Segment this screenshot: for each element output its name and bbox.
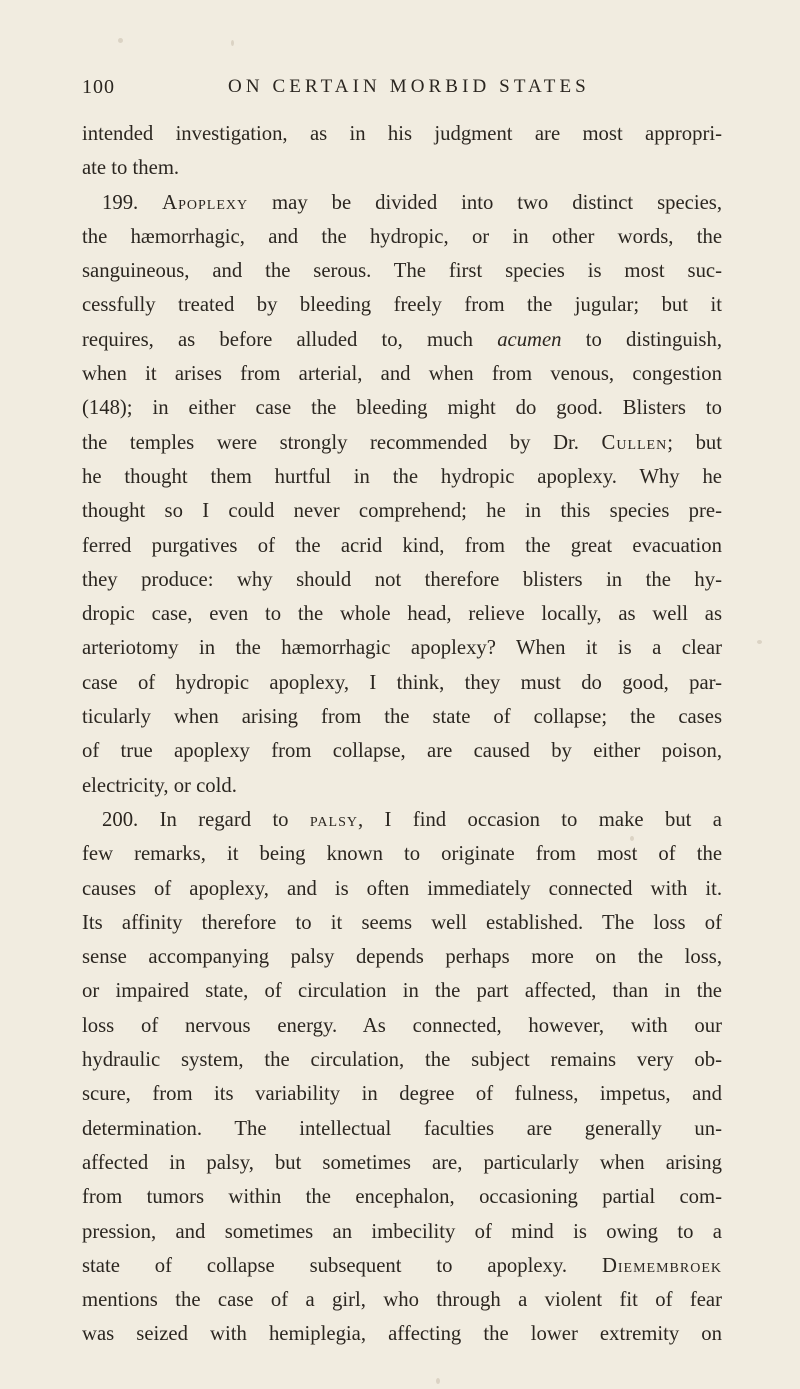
text-segment: ; but [667, 431, 722, 454]
small-caps-term: Diemembroek [601, 1254, 722, 1277]
text-line [82, 803, 722, 837]
text-segment: few remarks, it being known to originate from most of the [82, 843, 722, 866]
text-segment: requires, as before alluded to, much [82, 328, 498, 351]
paper-stain [118, 38, 123, 43]
text-segment: from tumors within the encephalon, occasioning partial com- [82, 1186, 722, 1209]
running-title: ON CERTAIN MORBID STATES [228, 76, 590, 97]
text-line [82, 529, 722, 563]
small-caps-term: Cullen [601, 431, 668, 454]
text-line [82, 1009, 722, 1043]
text-line [82, 1283, 722, 1317]
text-line [82, 837, 722, 871]
text-segment: ate to them. [82, 157, 180, 180]
text-segment: when it arises from arterial, and when from venous, congestion [82, 363, 722, 386]
text-segment: cessfully treated by bleeding freely from the jugular; but it [82, 294, 722, 317]
text-line [82, 906, 722, 940]
text-line [82, 700, 722, 734]
text-segment: scure, from its variability in degree of fulness, impetus, and [82, 1083, 722, 1106]
text-line [82, 494, 722, 528]
text-segment: may be divided into two distinct species, [248, 191, 722, 214]
text-segment: of true apoplexy from collapse, are caused by either poison, [82, 740, 722, 763]
text-segment: 199. [102, 191, 163, 214]
text-line [82, 1043, 722, 1077]
text-line [82, 391, 722, 425]
text-segment: ticularly when arising from the state of collapse; the cases [82, 706, 722, 729]
italic-term: acumen [497, 328, 562, 351]
text-line [82, 1249, 722, 1283]
text-line [82, 220, 722, 254]
text-segment: arteriotomy in the hæmorrhagic apoplexy? When it is a clear [82, 637, 722, 660]
text-segment: (148); in either case the bleeding might do good. Blisters to [82, 397, 722, 420]
text-line [82, 872, 722, 906]
text-segment: dropic case, even to the whole head, relieve locally, as well as [82, 603, 722, 626]
text-line [82, 254, 722, 288]
text-segment: 200. In regard to [102, 808, 310, 831]
text-line [82, 186, 722, 220]
text-line [82, 563, 722, 597]
text-segment: sanguineous, and the serous. The first species is most suc- [82, 260, 722, 283]
small-caps-term: palsy [309, 808, 358, 831]
running-head [82, 76, 722, 106]
text-segment: the hæmorrhagic, and the hydropic, or in other words, the [82, 225, 722, 248]
text-line [82, 1146, 722, 1180]
text-segment: ferred purgatives of the acrid kind, from the great evacuation [82, 534, 722, 557]
text-line [82, 1077, 722, 1111]
text-segment: he thought them hurtful in the hydropic apoplexy. Why he [82, 465, 722, 488]
text-segment: they produce: why should not therefore blisters in the hy- [82, 568, 722, 591]
text-line [82, 734, 722, 768]
text-line [82, 1317, 722, 1351]
text-line [82, 1180, 722, 1214]
text-segment: determination. The intellectual faculties are generally un- [82, 1117, 722, 1140]
text-segment: intended investigation, as in his judgment are most appropri- [82, 123, 722, 145]
text-segment: was seized with hemiplegia, affecting the lower extremity on [82, 1323, 722, 1346]
text-line [82, 666, 722, 700]
text-line [82, 1112, 722, 1146]
text-line [82, 288, 722, 322]
paper-stain [436, 1378, 440, 1384]
text-line [82, 357, 722, 391]
text-line [82, 769, 722, 803]
text-segment: causes of apoplexy, and is often immediately connected with it. [82, 877, 722, 900]
text-segment: mentions the case of a girl, who through a violent fit of fear [82, 1289, 722, 1312]
text-segment: to distinguish, [561, 328, 723, 351]
text-segment: state of collapse subsequent to apoplexy. [82, 1254, 602, 1277]
text-segment: case of hydropic apoplexy, I think, they must do good, par- [82, 671, 722, 694]
text-line [82, 1215, 722, 1249]
text-line [82, 323, 722, 357]
text-line [82, 597, 722, 631]
paper-stain [757, 640, 762, 644]
text-segment: affected in palsy, but sometimes are, particularly when arising [82, 1151, 722, 1174]
text-line [82, 426, 722, 460]
text-segment: electricity, or cold. [82, 774, 237, 797]
text-segment: pression, and sometimes an imbecility of mind is owing to a [82, 1220, 722, 1243]
text-line [82, 940, 722, 974]
page-number: 100 [82, 76, 115, 98]
text-line [82, 151, 722, 185]
text-line [82, 974, 722, 1008]
text-segment: or impaired state, of circulation in the part affected, than in the [82, 980, 722, 1003]
text-line [82, 460, 722, 494]
text-segment: hydraulic system, the circulation, the subject remains very ob- [82, 1049, 722, 1072]
small-caps-term: Apoplexy [162, 191, 249, 214]
text-line [82, 117, 722, 151]
body-text [82, 117, 722, 1352]
text-segment: Its affinity therefore to it seems well established. The loss of [82, 911, 722, 934]
text-segment: loss of nervous energy. As connected, however, with our [82, 1014, 722, 1037]
text-line [82, 631, 722, 665]
text-segment: sense accompanying palsy depends perhaps more on the loss, [82, 946, 722, 969]
paper-stain [231, 40, 234, 46]
text-segment: the temples were strongly recommended by Dr. [82, 431, 602, 454]
text-segment: , I find occasion to make but a [357, 808, 722, 831]
text-segment: thought so I could never comprehend; he in this species pre- [82, 500, 722, 523]
